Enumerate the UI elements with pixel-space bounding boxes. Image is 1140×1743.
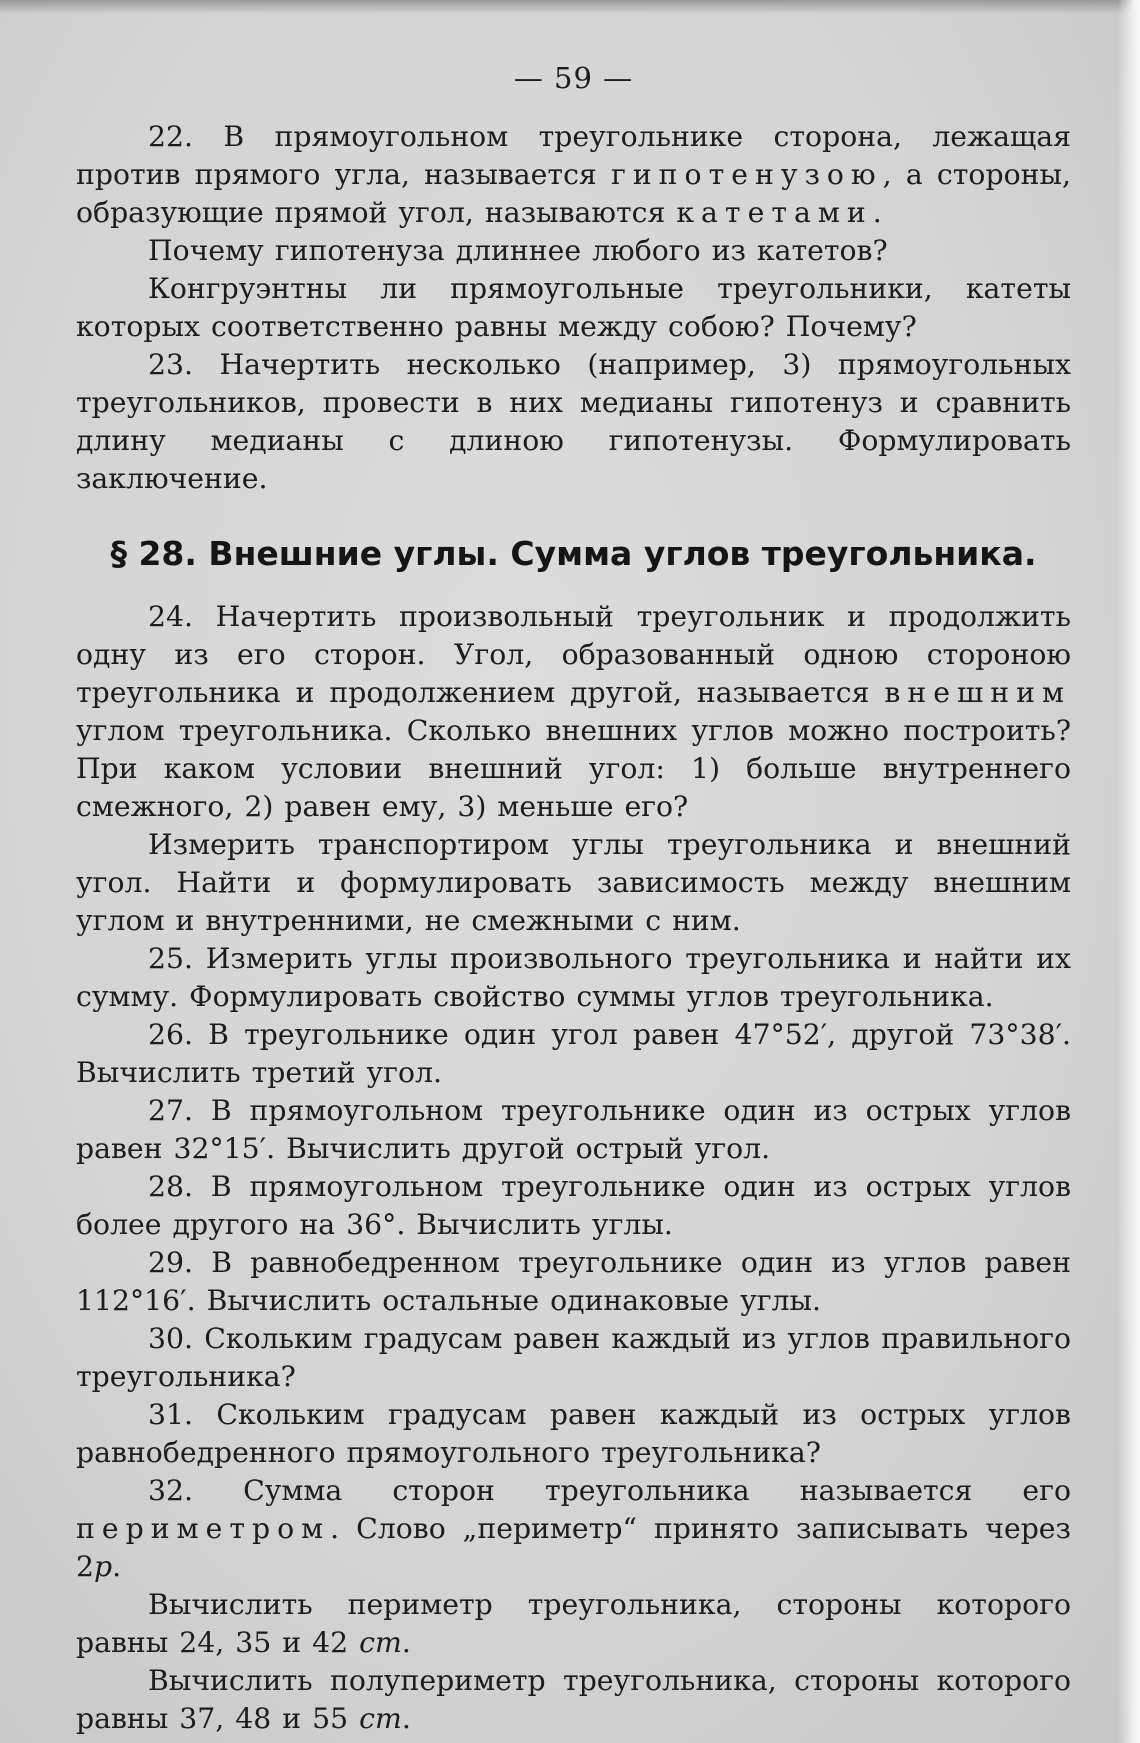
term-hypotenuse: гипотенузою <box>611 158 883 191</box>
exercise-31: 31. Скольким градусам равен каждый из острых углов равнобедренного прямоугольного треугольника? <box>76 1398 1071 1469</box>
page-top-shadow <box>0 0 1140 14</box>
exercise-32-text-b: . Слово „периметр“ принято записывать через 2 <box>76 1512 1071 1583</box>
semiperimeter-task-end: . <box>401 1702 411 1735</box>
variable-p: p <box>94 1550 113 1583</box>
exercise-24 <box>76 598 1071 826</box>
exercise-22-text-c: . <box>872 196 882 229</box>
exercise-24-text-b: углом треугольника. Сколько внешних углов можно построить? При каком условии внешний угол: 1) больше внутреннего смежного, 2) равен ему, 3) меньше его? <box>76 714 1071 823</box>
term-perimeter: периметром <box>76 1512 331 1545</box>
exercise-32-perimeter-task <box>76 1586 1071 1662</box>
exercise-27: 27. В прямоугольном треугольнике один из острых углов равен 32°15′. Вычислить другой острый угол. <box>76 1094 1071 1165</box>
exercise-22-text-b: , а стороны, образующие прямой угол, называются <box>76 158 1071 229</box>
exercise-22-text-a: 22. В прямоугольном треугольнике сторона, лежащая против прямого угла, называется <box>76 120 1071 191</box>
exercise-23: 23. Начертить несколько (например, 3) прямоугольных треугольников, провести в них медианы гипотенуз и сравнить длину медианы с длиною гипотенузы. Формулировать заключение. <box>76 348 1071 495</box>
page-content <box>76 58 1071 1738</box>
page-number: — 59 — <box>513 61 634 95</box>
exercise-30: 30. Скольким градусам равен каждый из углов правильного треугольника? <box>76 1322 1071 1393</box>
exercise-28: 28. В прямоугольном треугольнике один из острых углов более другого на 36°. Вычислить углы. <box>76 1170 1071 1241</box>
unit-cm: cm <box>359 1702 402 1735</box>
section-heading: § 28. Внешние углы. Сумма углов треугольника. <box>110 534 1037 573</box>
exercise-32 <box>76 1472 1071 1586</box>
exercise-32-text-a: 32. Сумма сторон треугольника называется его <box>148 1474 1071 1507</box>
exercise-24-continued: Измерить транспортиром углы треугольника и внешний угол. Найти и формулировать зависимость между внешним углом и внутренними, не смежными с ним. <box>76 828 1071 937</box>
exercise-26: 26. В треугольнике один угол равен 47°52′, другой 73°38′. Вычислить третий угол. <box>76 1018 1071 1089</box>
exercise-32-semiperimeter-task <box>76 1662 1071 1738</box>
exercise-22-question-1: Почему гипотенуза длиннее любого из катетов? <box>148 234 888 267</box>
page-right-edge <box>1118 0 1140 1743</box>
semiperimeter-task-text: Вычислить полупериметр треугольника, стороны которого равны 37, 48 и 55 <box>76 1664 1071 1735</box>
exercise-25: 25. Измерить углы произвольного треугольника и найти их сумму. Формулировать свойство суммы углов треугольника. <box>76 942 1071 1013</box>
term-external: внешним <box>884 676 1071 709</box>
perimeter-task-end: . <box>401 1626 411 1659</box>
exercise-22-question-2: Конгруэнтны ли прямоугольные треугольники, катеты которых соответственно равны между собою? Почему? <box>76 272 1071 343</box>
perimeter-task-text: Вычислить периметр треугольника, стороны которого равны 24, 35 и 42 <box>76 1588 1071 1659</box>
exercise-29: 29. В равнобедренном треугольнике один из углов равен 112°16′. Вычислить остальные одинаковые углы. <box>76 1246 1071 1317</box>
exercise-32-text-c: . <box>112 1550 122 1583</box>
exercise-24-text-a: 24. Начертить произвольный треугольник и продолжить одну из его сторон. Угол, образованный одною стороною треугольника и продолжением другой, называется <box>76 600 1071 709</box>
term-legs: катетами <box>676 196 873 229</box>
exercise-22 <box>76 118 1071 232</box>
unit-cm: cm <box>359 1626 402 1659</box>
